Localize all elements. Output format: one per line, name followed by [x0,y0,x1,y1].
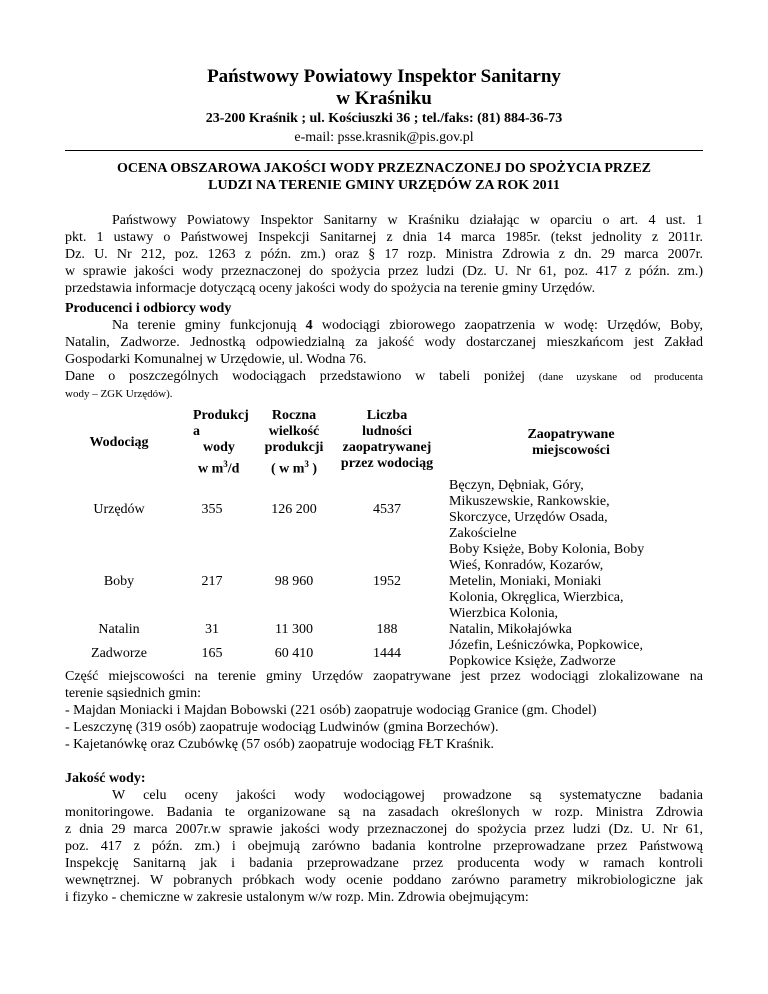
quality-line: poz. 417 z późn. zm.) i obejmują zarówno badania kontrolne przeprowadzane przez Państwową [65,839,703,854]
cell-name: Urzędów [93,501,145,517]
neighbors-section [65,668,703,753]
header-cell-liczba: Liczba ludności zaopatrywanej przez wodociąg [340,408,434,471]
neighbors-line: - Leszczynę (319 osób) zaopatruje wodociąg Ludwinów (gmina Borzechów). [65,720,499,735]
quality-section [65,770,703,906]
producers-section [65,300,703,403]
cell-miejscowosci: Natalin, Mikołajówka [449,621,572,637]
neighbors-line: terenie sąsiednich gmin: [65,686,202,701]
cell-miejscowosci: Józefin, Leśniczówka, Popkowice, Popkowice Księże, Zadworze [449,637,643,669]
producers-line: Natalin, Zadworze. Jednostką odpowiedzialną za jakość wody dostarczanej mieszkańcom jest Zakład [65,335,703,350]
table-header-row [65,408,705,478]
title-line1: OCENA OBSZAROWA JAKOŚCI WODY PRZEZNACZONEJ DO SPOŻYCIA PRZEZ [116,161,652,176]
title-line2: LUDZI NA TERENIE GMINY URZĘDÓW ZA ROK 2011 [208,178,560,193]
neighbors-line: - Majdan Moniacki i Majdan Bobowski (221 osób) zaopatruje wodociąg Granice (gm. Chodel) [65,703,597,718]
intro-line: przedstawia informacje dotyczącą oceny jakości wody do spożycia na terenie gminy Urzędów. [65,281,596,296]
table-row [65,478,705,542]
quality-line: wewnętrznej. W pobranych próbkach wody ocenie poddano zarówno parametry mikrobiologiczne jak [65,873,703,888]
producers-heading: Producenci i odbiorcy wody [65,301,232,316]
quality-line: Inspekcję Sanitarną jak i badania przeprowadzane przez producenta wody w ramach kontroli [65,856,703,871]
intro-paragraph [65,212,703,297]
producers-line: Gospodarki Komunalnej w Urzędowie, ul. Wodna 76. [65,352,367,367]
intro-line: w sprawie jakości wody przeznaczonej do spożycia przez ludzi (Dz. U. Nr 61, poz. 417 z późn. zm.) [65,264,703,279]
intro-line: Państwowy Powiatowy Inspektor Sanitarny w Kraśniku działając w oparciu o art. 4 ust. 1 [112,213,703,228]
cell-ludnosc: 4537 [373,501,401,517]
header-divider [65,150,703,151]
quality-line: z dnia 29 marca 2007r.w sprawie jakości wody przeznaczonej do spożycia przez ludzi (Dz. U. Nr 61, [65,822,703,837]
cell-roczna: 11 300 [275,621,313,637]
cell-roczna: 126 200 [271,501,317,517]
quality-heading: Jakość wody: [65,771,146,786]
cell-name: Natalin [98,621,140,637]
cell-ludnosc: 188 [376,621,398,637]
cell-prod: 165 [201,645,223,661]
table-row [65,622,705,638]
cell-roczna: 98 960 [274,573,314,589]
cell-miejscowosci: Boby Księże, Boby Kolonia, Boby Wieś, Konradów, Kozarów, Metelin, Moniaki, Moniaki Kolonia, Okręglica, Wierzbica, Wierzbica Kolonia, [449,541,645,621]
producers-line: Na terenie gminy funkcjonują 4 wodociągi zbiorowego zaopatrzenia w wodę: Urzędów, Boby, [112,318,704,333]
cell-prod: 355 [201,501,223,517]
document-title [0,160,768,194]
header-cell-wodociag: Wodociąg [89,434,149,450]
address: 23-200 Kraśnik ; ul. Kościuszki 36 ; tel./faks: (81) 884-36-73 [205,111,563,126]
header-cell-produkcja: Produkcj a wody w $m^3/d$ [193,408,249,477]
header-cell-roczna: Roczna wielkość produkcji ( w $m^3$ ) [264,408,324,477]
cell-prod: 217 [201,573,223,589]
cell-prod: 31 [205,621,219,637]
org-name-line2: w Kraśniku [336,88,432,109]
quality-line: monitoringowe. Badania te organizowane są na zasadach określonych w rozp. Ministra Zdrowia [65,805,703,820]
water-supply-table [65,408,705,670]
cell-ludnosc: 1444 [373,645,401,661]
producers-line: Dane o poszczególnych wodociągach przedstawiono w tabeli poniżej (dane uzyskane od producenta [65,369,703,384]
org-name-line1: Państwowy Powiatowy Inspektor Sanitarny [207,66,561,87]
table-row [65,638,705,670]
neighbors-line: - Kajetanówkę oraz Czubówkę (57 osób) zaopatruje wodociąg FŁT Kraśnik. [65,737,494,752]
cell-ludnosc: 1952 [373,573,401,589]
table-row [65,542,705,622]
neighbors-line: Część miejscowości na terenie gminy Urzędów zaopatrywane jest przez wodociągi zlokalizowane na [65,669,703,684]
cell-name: Zadworze [91,645,147,661]
org-name [0,66,768,110]
cell-name: Boby [103,573,135,589]
quality-line: i fizyko - chemiczne w zakresie ustalonym w/w rozp. Min. Zdrowia obejmującym: [65,890,529,905]
email[interactable]: e-mail: psse.krasnik@pis.gov.pl [294,130,474,145]
header-cell-zaopatrywane: Zaopatrywane miejscowości [527,426,615,458]
quality-line: W celu oceny jakości wody wodociągowej prowadzone są systematyczne badania [112,788,703,803]
intro-line: pkt. 1 ustawy o Państwowej Inspekcji Sanitarnej z dnia 14 marca 1985r. (tekst jednolity z 2011r. [65,230,703,245]
cell-miejscowosci: Bęczyn, Dębniak, Góry, Mikuszewskie, Rankowskie, Skorczyce, Urzędów Osada, Zakościelne [449,477,610,541]
intro-line: Dz. U. Nr 212, poz. 1263 z późn. zm.) oraz § 17 rozp. Ministra Zdrowia z dn. 29 marca 2007r. [65,247,703,262]
cell-roczna: 60 410 [274,645,314,661]
producers-line: wody – ZGK Urzędów). [65,388,173,400]
